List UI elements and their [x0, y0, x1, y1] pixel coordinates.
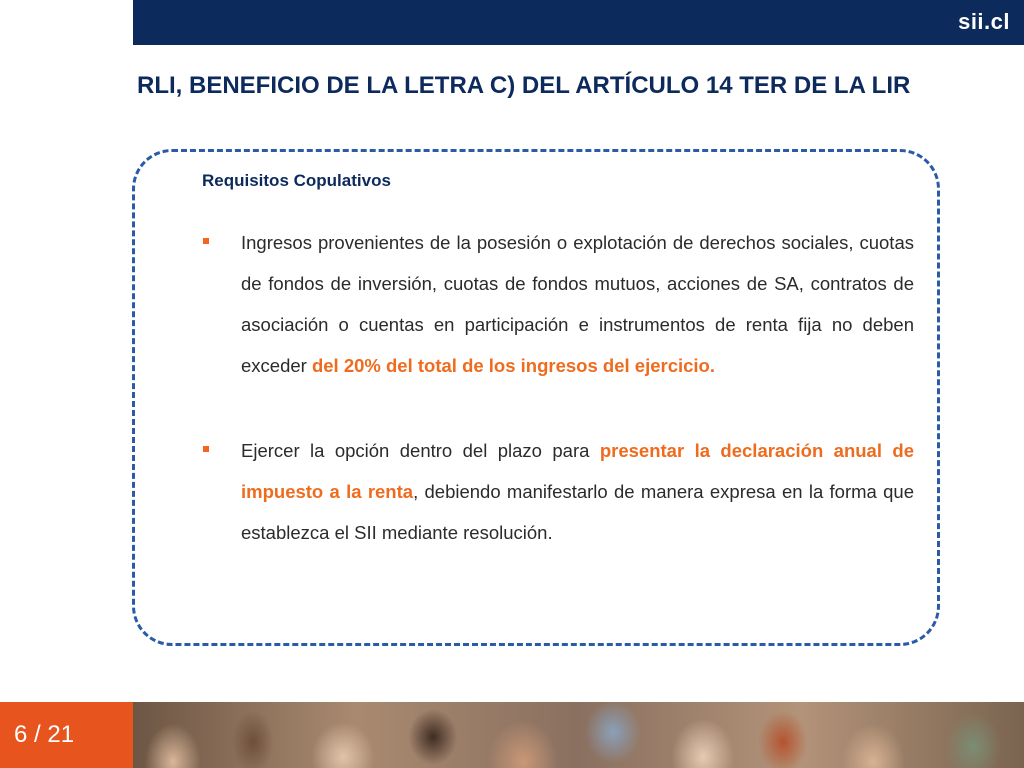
requirement-text [241, 430, 914, 553]
list-item [200, 222, 914, 386]
crowd-photo-banner [133, 702, 1024, 768]
list-item [200, 430, 914, 553]
sii-logo[interactable]: sii.cl [958, 9, 1010, 34]
requirement-text-after: , debiendo manifestarlo de manera expresa en la forma que establezca el SII mediante resolución. [241, 481, 914, 543]
section-heading: Requisitos Copulativos [202, 171, 391, 190]
slide-title: RLI, BENEFICIO DE LA LETRA C) DEL ARTÍCULO 14 TER DE LA LIR [137, 72, 911, 99]
header-bar [133, 0, 1024, 45]
square-bullet-icon [203, 238, 209, 244]
requirement-text-plain: Ejercer la opción dentro del plazo para [241, 440, 600, 461]
requirement-text [241, 222, 914, 386]
page-indicator: 6 / 21 [0, 702, 133, 768]
square-bullet-icon [203, 446, 209, 452]
requirement-highlight: presentar la declaración anual de impuesto a la renta [241, 440, 914, 502]
requirement-highlight: del 20% del total de los ingresos del ejercicio. [311, 355, 715, 376]
requirement-text-plain: Ingresos provenientes de la posesión o explotación de derechos sociales, cuotas de fondos de inversión, cuotas de fondos mutuos, acciones de SA, contratos de asociación o cuentas en participación e instrumentos de renta fija no deben exceder [241, 232, 914, 376]
requirements-list [200, 222, 914, 553]
